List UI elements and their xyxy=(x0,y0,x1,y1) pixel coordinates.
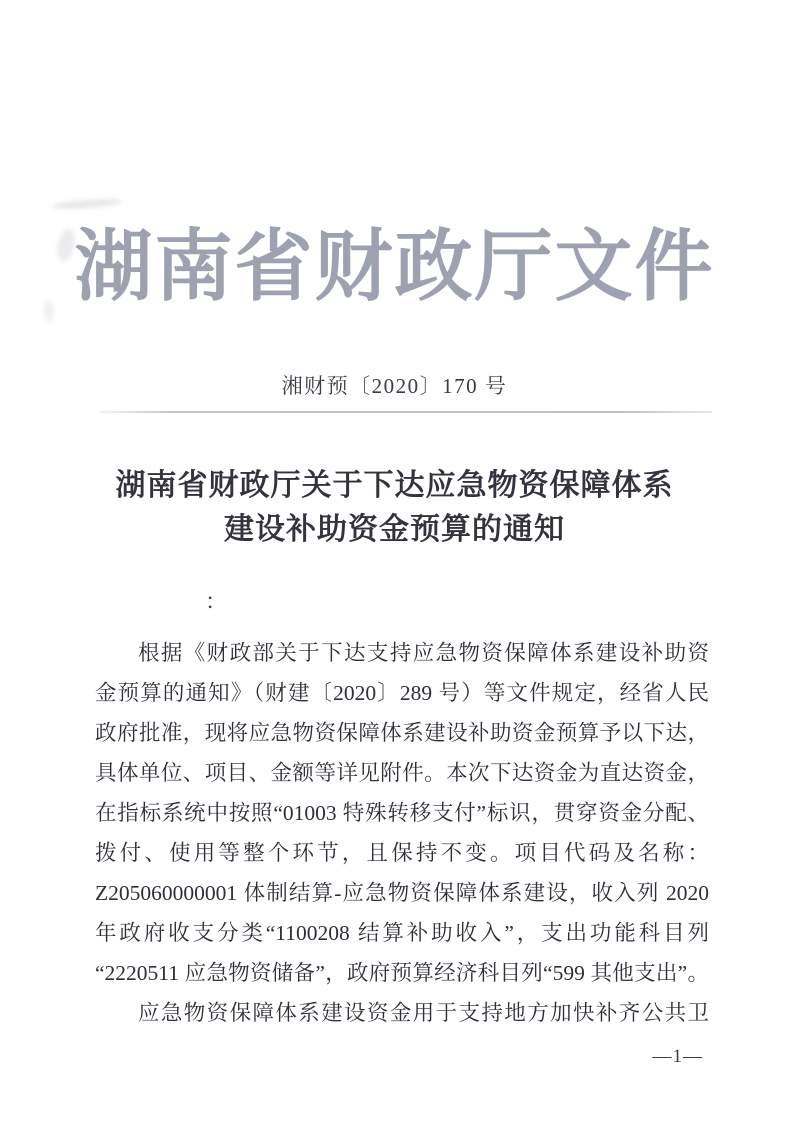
body-line-2: 金预算的通知》（财建〔2020〕289 号）等文件规定，经省人民 xyxy=(95,681,709,705)
agency-masthead: 湖南省财政厅文件 xyxy=(74,223,715,310)
document-number: 湘财预〔2020〕170 号 xyxy=(281,374,508,398)
body-line-3: 政府批准，现将应急物资保障体系建设补助资金预算予以下达， xyxy=(95,721,709,745)
scan-smudge xyxy=(52,198,122,211)
document-body xyxy=(95,633,709,1033)
document-title-line1: 湖南省财政厅关于下达应急物资保障体系 xyxy=(115,469,674,502)
document-title-line2: 建设补助资金预算的通知 xyxy=(224,513,565,546)
body-line-10: 应急物资保障体系建设资金用于支持地方加快补齐公共卫 xyxy=(138,1001,709,1025)
body-line-9: “2220511 应急物资储备”，政府预算经济科目列“599 其他支出”。 xyxy=(95,961,709,985)
body-line-8: 年政府收支分类“1100208 结算补助收入”，支出功能科目列 xyxy=(95,921,709,945)
body-line-4: 具体单位、项目、金额等详见附件。本次下达资金为直达资金， xyxy=(95,761,709,785)
page-number: —1— xyxy=(652,1046,703,1067)
body-line-1: 根据《财政部关于下达支持应急物资保障体系建设补助资 xyxy=(138,641,709,665)
masthead-divider-rule xyxy=(100,411,712,413)
document-title xyxy=(0,464,789,552)
body-line-7: Z205060000001 体制结算-应急物资保障体系建设，收入列 2020 xyxy=(95,881,709,905)
body-line-6: 拨付、使用等整个环节，且保持不变。项目代码及名称： xyxy=(95,841,709,865)
body-line-5: 在指标系统中按照“01003 特殊转移支付”标识，贯穿资金分配、 xyxy=(95,801,709,825)
salutation-colon: ： xyxy=(205,589,228,614)
